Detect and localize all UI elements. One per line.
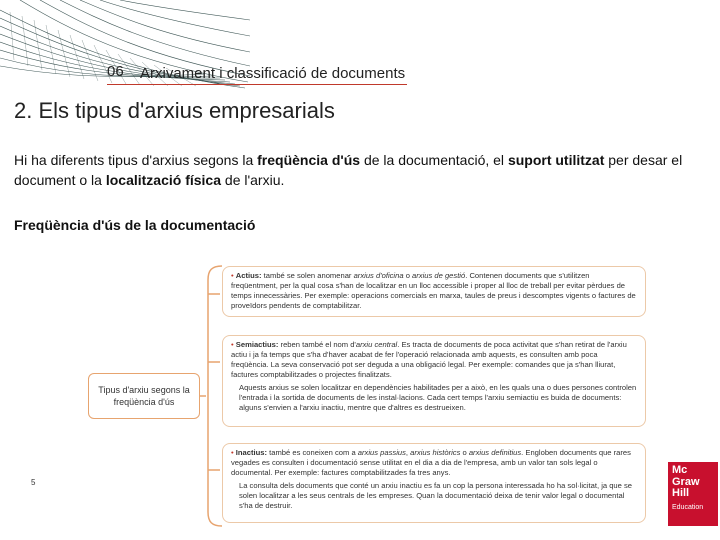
intro-keyword-frequency: freqüència d'ús: [257, 152, 361, 168]
panel-subtext: La consulta dels documents que conté un arxiu inactiu es fa un cop la persona interessada ho ha sol·licitat, ja que se solen localitzar a les seus centrals de les empreses. Quan la documentació deixa de tenir valor legal o documental s'ha de destruir.: [239, 481, 633, 510]
slide-title: 2. Els tipus d'arxius empresarials: [14, 98, 335, 123]
bullet: •: [231, 448, 234, 457]
panel-italic-term: arxius d'oficina: [353, 271, 404, 280]
term-inactive: Inactius:: [235, 448, 268, 457]
publisher-logo: [668, 462, 718, 526]
panel-text-segment: reben també el nom d': [278, 340, 356, 349]
panel-italic-term: arxiu central: [355, 340, 398, 349]
bullet: •: [231, 271, 234, 280]
panel-text-segment: ,: [405, 448, 411, 457]
panel-italic-term: arxius passius: [357, 448, 406, 457]
panel-semiactive-archives: [222, 335, 646, 427]
intro-text: de l'arxiu.: [221, 172, 285, 188]
diagram-bracket: [200, 262, 224, 530]
panel-active-archives: [222, 266, 646, 317]
panel-text-segment: . Es tracta de documents de poca activitat que s'han retirat de l'arxiu actiu i ja fa temps que s'ha d'haver acabat de fer l'operació relacionada amb aquests, es consulten amb poca freqüència. La seva conservació pot ser deguda a una obligació legal. Per exemple: comandes que ja s'han lliurat, factures comptabilitzades o projectes finalitzats.: [231, 340, 627, 379]
panel-text: [231, 271, 637, 311]
panel-text-segment: . Engloben documents que rares vegades es consulten i documentació sense utilitat en el dia a dia de l'empresa, amb un valor tan sols legal o documental. Per exemple: factures comptabilitzades fa tres anys.: [231, 448, 631, 477]
panel-text-segment: també se solen anomenar: [261, 271, 354, 280]
diagram-center-box: Tipus d'arxiu segons la freqüència d'ús: [88, 373, 200, 419]
panel-text-segment: . Contenen documents que s'utilitzen freqüentment, per la qual cosa s'han de localitzar en un lloc accessible i proper al lloc de treball per evitar pèrdues de temps innecessàries. Per exemple: operacions comercials en marxa, taules de preus i descomptes vigents o factures de proveïdors pendents de comptabilitzar.: [231, 271, 636, 310]
logo-text: Graw: [672, 475, 700, 488]
intro-keyword-location: localització física: [105, 172, 222, 188]
section-subheading: Freqüència d'ús de la documentació: [14, 217, 256, 233]
panel-italic-term: arxius de gestió: [412, 271, 466, 280]
panel-text: [231, 340, 637, 380]
panel-italic-term: arxius històrics: [410, 448, 461, 457]
logo-text: Mc: [672, 464, 688, 476]
intro-text: per desar el document o la: [14, 152, 683, 188]
intro-keyword-support: suport utilitzat: [507, 152, 605, 168]
panel-text-segment: o: [460, 448, 469, 457]
logo-text: Education: [672, 503, 704, 511]
panel-inactive-archives: [222, 443, 646, 523]
logo-text: Hill: [672, 487, 690, 499]
panel-text-segment: o: [403, 271, 413, 280]
panel-italic-term: arxius definitius: [468, 448, 522, 457]
intro-text: de la documentació, el: [360, 152, 508, 168]
page-number: 5: [31, 478, 36, 487]
term-active: Actius:: [235, 271, 262, 280]
chapter-title: Arxivament i classificació de documents: [140, 65, 406, 82]
panel-text: [231, 448, 637, 478]
bullet: •: [231, 340, 234, 349]
term-semiactive: Semiactius:: [235, 340, 279, 349]
intro-text: Hi ha diferents tipus d'arxius segons la: [14, 152, 258, 168]
chapter-header: [107, 62, 407, 85]
chapter-number: 06: [107, 63, 124, 80]
panel-text-segment: també es coneixen com a: [267, 448, 358, 457]
panel-subtext: Aquests arxius se solen localitzar en dependències habilitades per a això, en les quals una o dues persones controlen l'entrada i la sortida de documents de les instal·lacions. Cada cert temps l'arxiu semiactiu es buida de documents: alguns s'envien a l'arxiu inactiu, mentre que d'altres es destrueixen.: [239, 383, 637, 412]
intro-paragraph: [14, 150, 704, 190]
